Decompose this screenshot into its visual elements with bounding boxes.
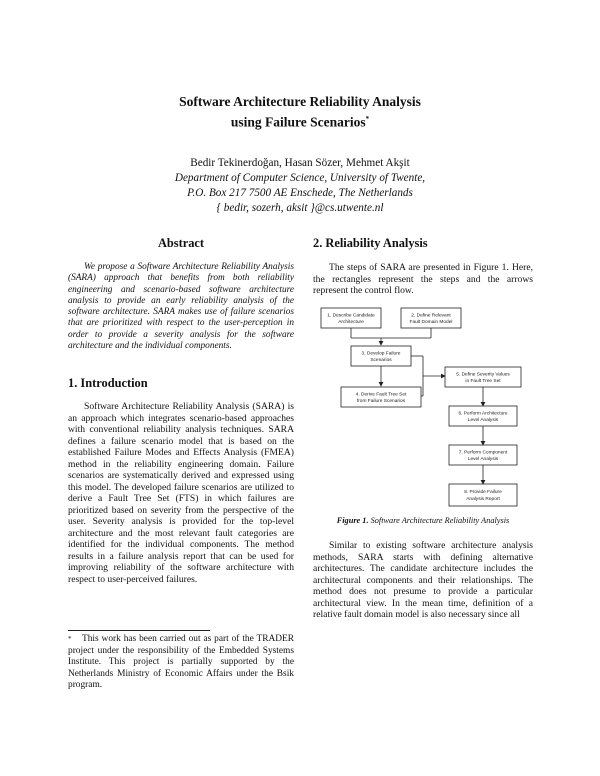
step-8-label-line-2: Analysis Report	[466, 497, 500, 502]
author-emails: { bedir, sozerh, aksit }@cs.utwente.nl	[216, 202, 384, 214]
introduction-section	[68, 376, 148, 391]
step-7-label-line-2: Level Analysis	[467, 457, 499, 462]
section-2	[313, 236, 428, 251]
footnote-mark: *	[68, 635, 72, 643]
abstract-heading: Abstract	[157, 236, 205, 250]
step-6-label-line-2: Level Analysis	[467, 418, 499, 423]
figure-1-caption	[313, 516, 533, 525]
step-2-label-line-1: 2. Define Relevant	[411, 313, 451, 319]
figure-caption-label: Figure 1.	[336, 516, 369, 525]
footnote-text: This work has been carried out as part of the TRADER project under the responsibility of the Embedded Systems Institute. This project is partially supported by the Netherlands Ministry of Economic Affairs under the Bsik program.	[68, 634, 294, 691]
introduction-body	[68, 401, 294, 585]
step-1-label-line-1: 1. Describe Candidate	[327, 313, 375, 319]
step-8-box	[449, 484, 517, 506]
abstract-section	[68, 236, 294, 251]
section-2-heading: 2. Reliability Analysis	[313, 236, 428, 250]
abstract-text: We propose a Software Architecture Reliability Analysis (SARA) approach that benefits from both reliability engineering and scenario-based software architecture analysis to provide an early reliability analysis of the software architecture. SARA makes use of failure scenarios that are prioritized with respect to the user-perception in order to provide a severity analysis for the software architecture and the individual components.	[68, 262, 294, 352]
affiliation-line-2: P.O. Box 217 7500 AE Enschede, The Netherlands	[187, 187, 413, 199]
section-2-body	[313, 540, 533, 621]
step-5-label-line-2: in Fault Tree Set	[465, 379, 501, 384]
footnote-rule	[68, 630, 210, 631]
step-3-label-line-1: 3. Develop Failure	[361, 351, 401, 357]
affiliation-line-1: Department of Computer Science, University of Twente,	[174, 172, 426, 184]
step-1-label-line-2: Architecture	[338, 320, 364, 325]
introduction-text: Software Architecture Reliability Analysis (SARA) is an approach which integrates scenario-based approaches with conventional reliability analysis techniques. SARA defines a failure scenario model that is based on the established Failure Modes and Effects Analysis (FMEA) method in the reliability engineering domain. Failure scenarios are systematically derived and expressed using this model. The developed failure scenarios are utilized to derive a Fault Tree Set (FTS) in which failures are prioritized based on severity from the perspective of the user. Severity analysis is provided for the top-level architecture and the most relevant fault categories are identified for the individual components. The method results in a failure analysis report that can be used for improving reliability of the software architecture with respect to user-perceived failures.	[68, 401, 294, 585]
section-2-body-text: Similar to existing software architecture analysis methods, SARA starts with defining alternative architectures. The candidate architecture includes the architectural components and their relationships. The method does not presume to provide a particular architectural view. In the mean time, definition of a relative fault domain model is also necessary since all	[313, 540, 533, 620]
paper-title-line-2: using Failure Scenarios*	[230, 114, 370, 130]
step-8-label-line-1: 8. Provide Failure	[464, 490, 502, 495]
introduction-heading: 1. Introduction	[68, 376, 148, 390]
abstract-body	[68, 262, 294, 352]
paper-title-line-1: Software Architecture Reliability Analysis	[179, 94, 421, 109]
title-footnote-mark: *	[365, 115, 370, 123]
footnote	[68, 634, 294, 692]
step-5-label-line-1: 5. Define Severity Values	[456, 372, 510, 378]
step-2-label-line-2: Fault Domain Model	[409, 320, 453, 325]
step-3-label-line-2: Scenarios	[370, 358, 392, 363]
section-2-intro	[313, 262, 533, 297]
section-2-intro-text: The steps of SARA are presented in Figure 1. Here, the rectangles represent the steps and the arrows represent the control flow.	[313, 262, 533, 296]
step-4-label-line-1: 4. Derive Fault Tree Set	[355, 392, 407, 398]
figure-caption-text: Software Architecture Reliability Analysis	[370, 516, 510, 525]
step-6-label-line-1: 6. Perform Architecture	[458, 411, 508, 417]
step-7-label-line-1: 7. Perform Component	[458, 450, 508, 456]
step-4-label-line-2: from Failure Scenarios	[356, 399, 406, 404]
authors: Bedir Tekinerdoğan, Hasan Sözer, Mehmet Akşit	[190, 157, 410, 169]
figure-1-diagram	[313, 300, 533, 512]
